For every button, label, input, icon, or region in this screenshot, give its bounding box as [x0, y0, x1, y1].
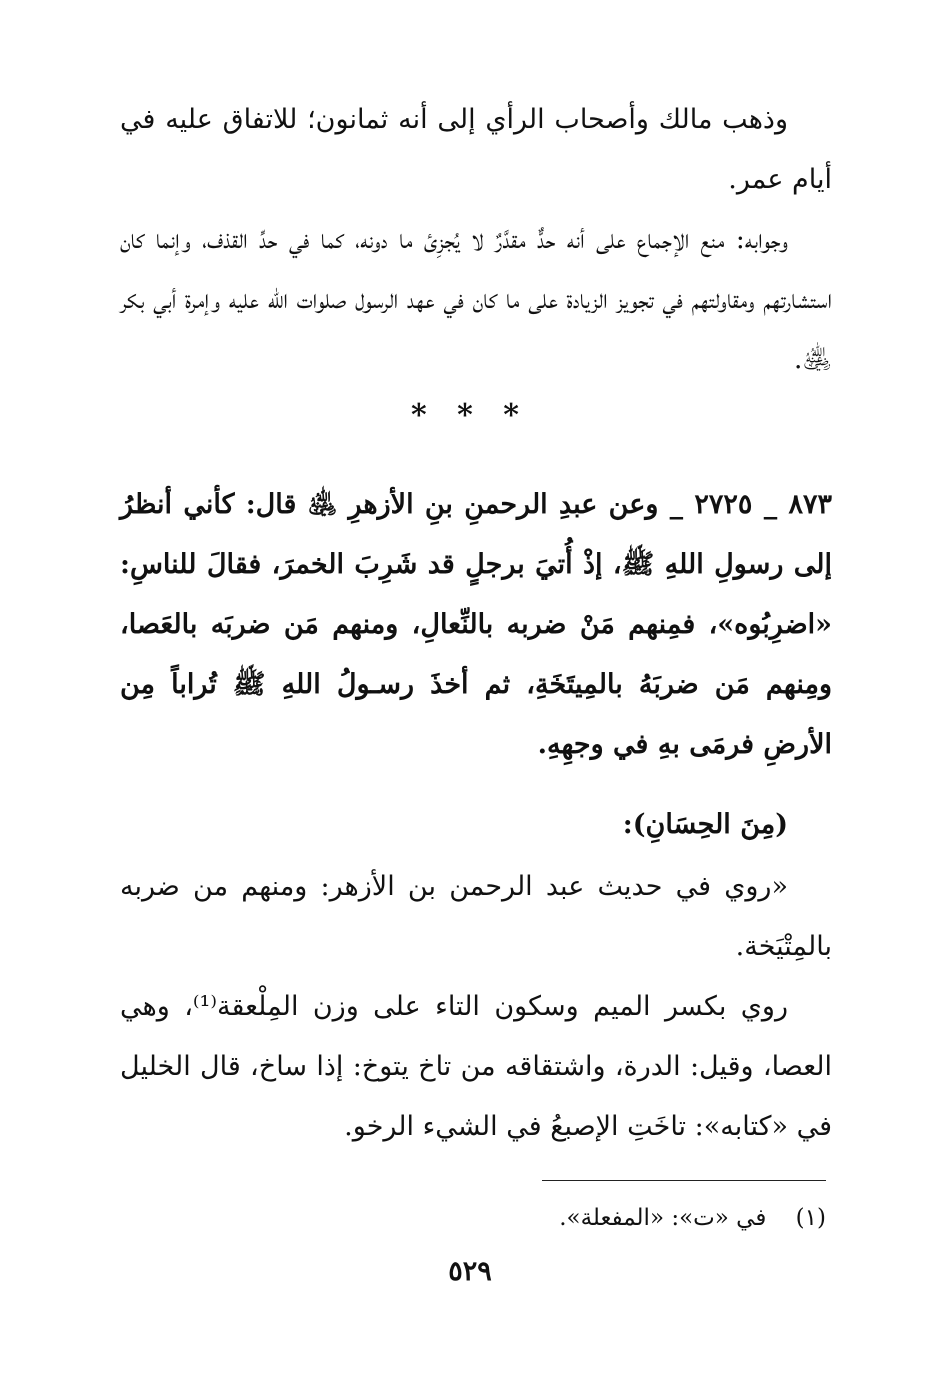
section-heading: [120, 795, 832, 855]
paragraph-response: [120, 210, 832, 390]
commentary-paragraph-2: [120, 977, 832, 1157]
heading-text: (مِنَ الحِسَانِ):: [622, 809, 788, 840]
paragraph-text: روي بكسر الميم وسكون التاء على وزن المِلْعقة⁽¹⁾، وهي العصا، وقيل: الدرة، واشتقاقه من تاخ يتوخ: إذا ساخ، قال الخليل في «كتابه»: تاخَتِ الإصبعُ في الشيء الرخو.: [120, 991, 832, 1142]
footnote: [120, 1198, 826, 1238]
section-separator: * * *: [411, 398, 529, 433]
page-number: ٥٢٩: [448, 1256, 492, 1287]
commentary-paragraph: [120, 857, 832, 977]
footnote-number: (١): [795, 1205, 826, 1231]
footnote-text: في «ت»: «المفعلة».: [559, 1205, 767, 1231]
footnote-divider: [542, 1180, 826, 1181]
paragraph-text: وجوابه: منع الإجماع على أنه حدٌّ مقدَّرٌ لا يُجزِئ ما دونه، كما في حدِّ القذف، وإنما كان استشارتهم ومقاولتهم في تجويز الزيادة على ما كان في عهد الرسول صلوات الله عليه وإمرة أبي بكر ﵁.: [120, 224, 832, 375]
paragraph-malik-opinion: [120, 90, 832, 210]
paragraph-text: «روي في حديث عبد الرحمن بن الأزهر: ومنهم من ضربه بالمِتْيَخة.: [120, 871, 832, 962]
hadith-paragraph: [120, 475, 832, 775]
paragraph-text: وذهب مالك وأصحاب الرأي إلى أنه ثمانون؛ للاتفاق عليه في أيام عمر.: [120, 104, 832, 195]
hadith-text: ٨٧٣ _ ٢٧٢٥ _ وعن عبدِ الرحمنِ بنِ الأزهرِ ﵁ قال: كأني أنظرُ إلى رسولِ اللهِ ﷺ، إذْ أُتيَ برجلٍ قد شَرِبَ الخمرَ، فقالَ للناسِ: «اضرِبُوه»، فمِنهم مَنْ ضربه بالنِّعالِ، ومنهم مَن ضربَه بالعَصا، ومِنهم مَن ضربَهُ بالمِيتَخَةِ، ثم أخذَ رسـولُ اللهِ ﷺ تُراباً مِن الأرضِ فرمَى بهِ في وجهِهِ.: [120, 489, 832, 760]
